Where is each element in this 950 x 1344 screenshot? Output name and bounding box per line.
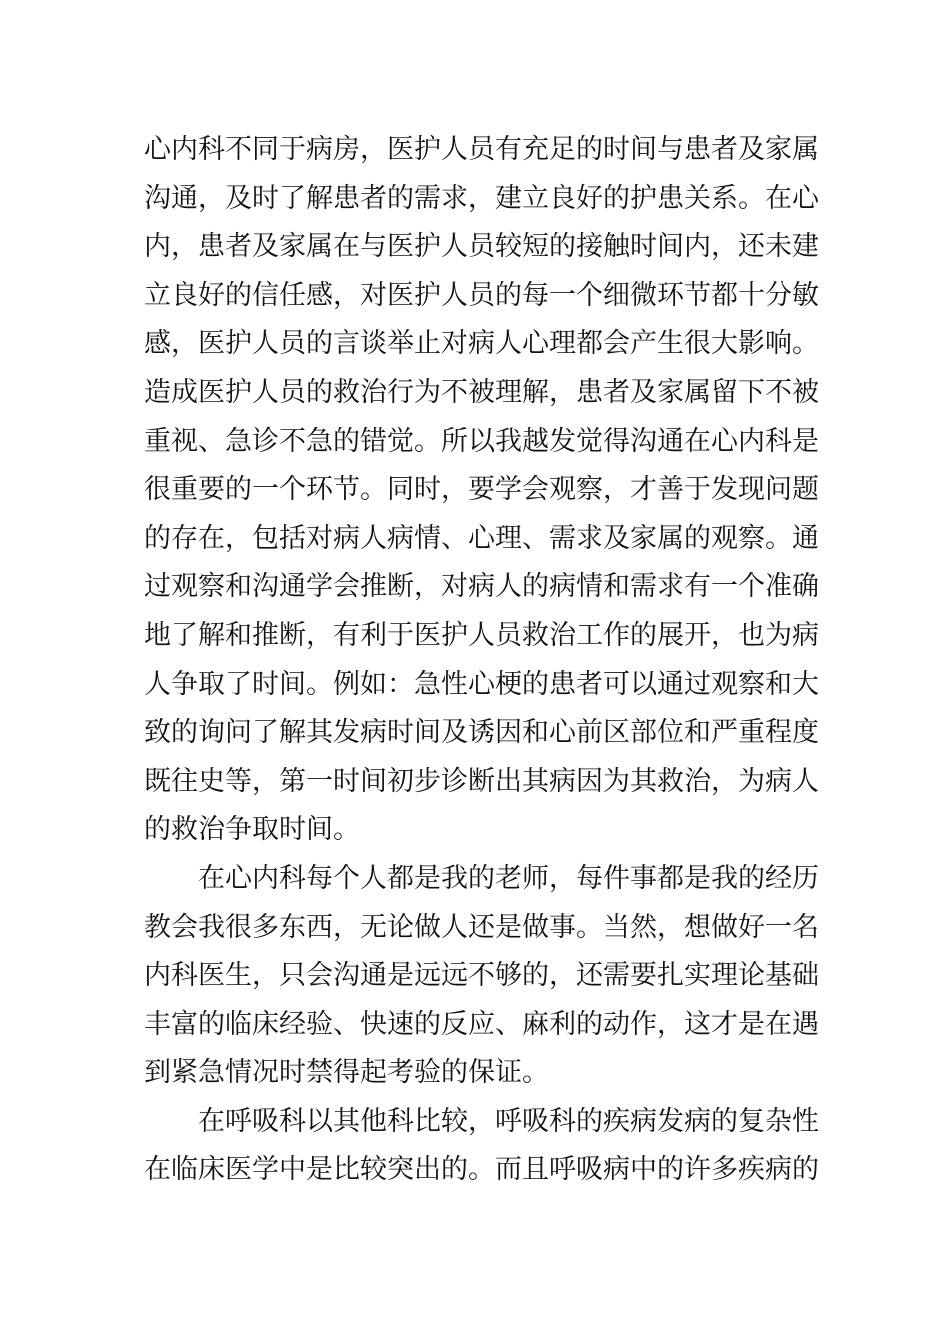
text-line: 感，医护人员的言谈举止对病人心理都会产生很大影响。 xyxy=(144,328,819,360)
text-line: 在临床医学中是比较突出的。而且呼吸病中的许多疾病的 xyxy=(144,1154,819,1186)
paragraph-first-line: 在心内科每个人都是我的老师，每件事都是我的经历 xyxy=(198,862,819,894)
text-line: 既往史等，第一时间初步诊断出其病因为其救治，为病人 xyxy=(144,765,819,797)
text-line: 立良好的信任感，对医护人员的每一个细微环节都十分敏 xyxy=(144,279,819,311)
text-line: 到紧急情况时禁得起考验的保证。 xyxy=(144,1057,549,1089)
text-line: 很重要的一个环节。同时，要学会观察，才善于发现问题 xyxy=(144,474,819,506)
paragraph-first-line: 在呼吸科以其他科比较，呼吸科的疾病发病的复杂性 xyxy=(198,1105,819,1137)
text-line: 人争取了时间。例如：急性心梗的患者可以通过观察和大 xyxy=(144,668,819,700)
text-line: 造成医护人员的救治行为不被理解，患者及家属留下不被 xyxy=(144,376,819,408)
text-line: 内科医生，只会沟通是远远不够的，还需要扎实理论基础 xyxy=(144,960,819,992)
text-line: 丰富的临床经验、快速的反应、麻利的动作，这才是在遇 xyxy=(144,1008,819,1040)
text-line: 教会我很多东西，无论做人还是做事。当然，想做好一名 xyxy=(144,911,819,943)
text-line: 的存在，包括对病人病情、心理、需求及家属的观察。通 xyxy=(144,522,819,554)
text-line: 心内科不同于病房，医护人员有充足的时间与患者及家属 xyxy=(144,134,819,165)
text-line: 内，患者及家属在与医护人员较短的接触时间内，还未建 xyxy=(144,231,819,263)
text-line: 地了解和推断，有利于医护人员救治工作的展开，也为病 xyxy=(144,619,819,651)
text-line: 过观察和沟通学会推断，对病人的病情和需求有一个准确 xyxy=(144,571,819,603)
text-line: 的救治争取时间。 xyxy=(144,814,360,846)
text-line: 沟通，及时了解患者的需求，建立良好的护患关系。在心 xyxy=(144,182,819,214)
text-line: 重视、急诊不急的错觉。所以我越发觉得沟通在心内科是 xyxy=(144,425,819,457)
text-line: 致的询问了解其发病时间及诱因和心前区部位和严重程度 xyxy=(144,717,819,749)
body-text xyxy=(144,126,819,1195)
